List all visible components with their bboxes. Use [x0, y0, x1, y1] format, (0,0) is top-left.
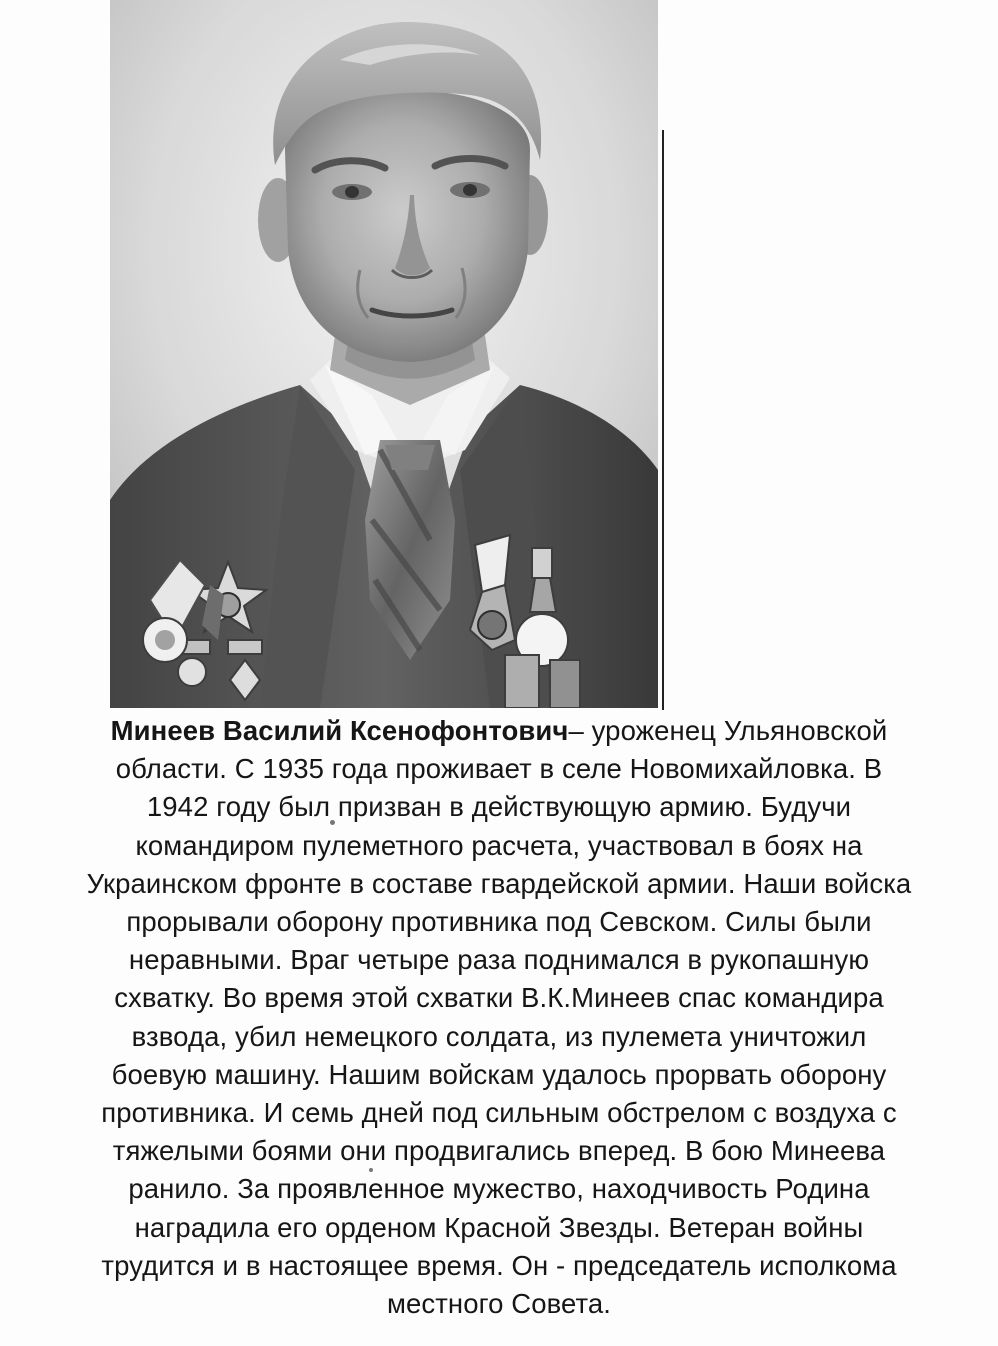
caption-line-text: – уроженец Ульяновской: [568, 715, 888, 746]
caption-line: взвода, убил немецкого солдата, из пулемета уничтожил: [131, 1020, 867, 1052]
biography-text: [6, 712, 992, 1323]
caption-line: прорывали оборону противника под Севском. Силы были: [126, 906, 872, 938]
caption-line: неравными. Враг четыре раза поднимался в рукопашную: [128, 944, 870, 976]
caption-line: боевую машину. Нашим войскам удалось прорвать оборону: [111, 1058, 887, 1090]
caption-line: противника. И семь дней под сильным обстрелом с воздуха с: [101, 1097, 897, 1129]
caption-line-1: [6, 712, 992, 750]
caption-line: местного Совета.: [386, 1288, 612, 1320]
caption-line: командиром пулеметного расчета, участвовал в боях на: [135, 829, 863, 861]
caption-line: тяжелыми боями они продвигались вперед. В бою Минеева: [112, 1135, 886, 1167]
caption-line: области. С 1935 года проживает в селе Новомихайловка. В: [115, 753, 883, 785]
caption-line: Украинском фронте в составе гвардейской армии. Наши войска: [86, 867, 912, 899]
photo-border-line: [662, 130, 664, 710]
caption-line: наградила его орденом Красной Звезды. Ветеран войны: [134, 1211, 864, 1243]
portrait-photo: [110, 0, 658, 708]
caption-line: схватку. Во время этой схватки В.К.Минеев спас командира: [114, 982, 884, 1014]
caption-line: ранило. За проявленное мужество, находчивость Родина: [128, 1173, 870, 1205]
portrait-image: [110, 0, 658, 708]
caption-line: 1942 году был призван в действующую армию. Будучи: [146, 791, 852, 823]
caption-line: трудится и в настоящее время. Он - председатель исполкома: [101, 1249, 897, 1281]
veteran-name: Минеев Василий Ксенофонтович: [110, 715, 569, 746]
